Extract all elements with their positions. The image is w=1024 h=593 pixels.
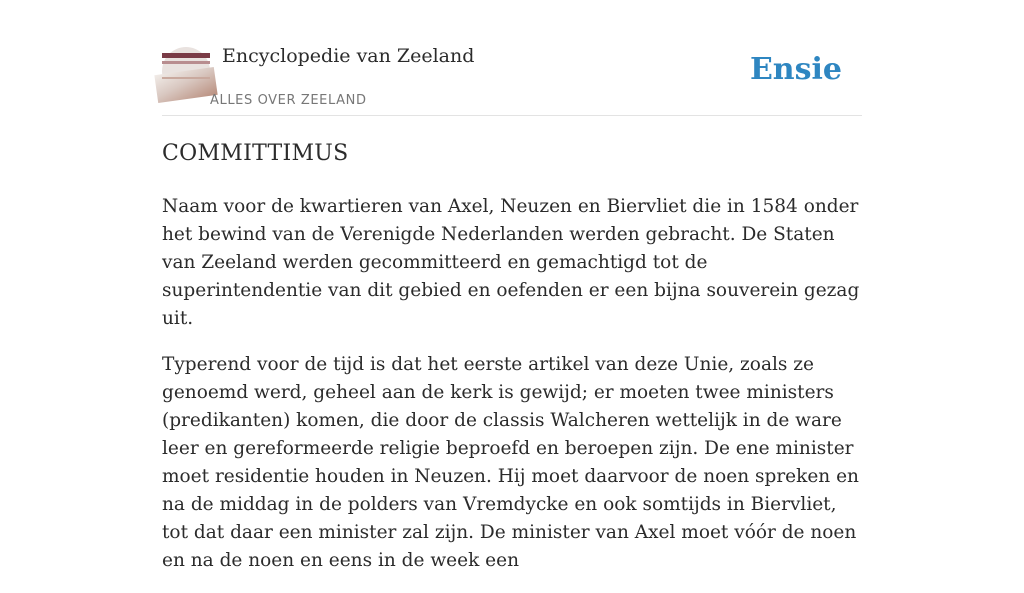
avatar-image-line — [162, 77, 210, 79]
site-title[interactable]: Encyclopedie van Zeeland — [222, 45, 475, 67]
article-paragraph: Typerend voor de tijd is dat het eerste artikel van deze Unie, zoals ze genoemd werd, geheel aan de kerk is gewijd; er moeten twee ministers (predikanten) komen, die door de classis Walcheren wettelijk in de ware leer en gereformeerde religie beproefd en beroepen zijn. De ene minister moet residentie houden in Neuzen. Hij moet daarvoor de noen spreken en na de middag in de polders van Vremdycke en ook somtijds in Biervliet, tot dat daar een minister zal zijn. De minister van Axel moet vóór de noen en na de noen en eens in de week een — [162, 354, 859, 571]
article-title: COMMITTIMUS — [162, 141, 349, 166]
ensie-logo-link[interactable]: Ensie — [749, 52, 842, 87]
avatar-image-stripe — [162, 61, 210, 64]
article-paragraph: Naam voor de kwartieren van Axel, Neuzen en Biervliet die in 1584 onder het bewind van de Verenigde Nederlanden werden gebracht. De Staten van Zeeland werden gecommitteerd en gemachtigd tot de superintendentie van dit gebied en oefenden er een bijna souverein gezag uit. — [162, 196, 860, 329]
site-avatar[interactable] — [162, 47, 210, 95]
avatar-image-stripe — [162, 53, 210, 58]
article — [162, 138, 862, 593]
article-body — [162, 193, 862, 575]
avatar-image-book — [154, 67, 217, 103]
site-subtitle: ALLES OVER ZEELAND — [210, 93, 367, 108]
site-header — [162, 0, 862, 116]
